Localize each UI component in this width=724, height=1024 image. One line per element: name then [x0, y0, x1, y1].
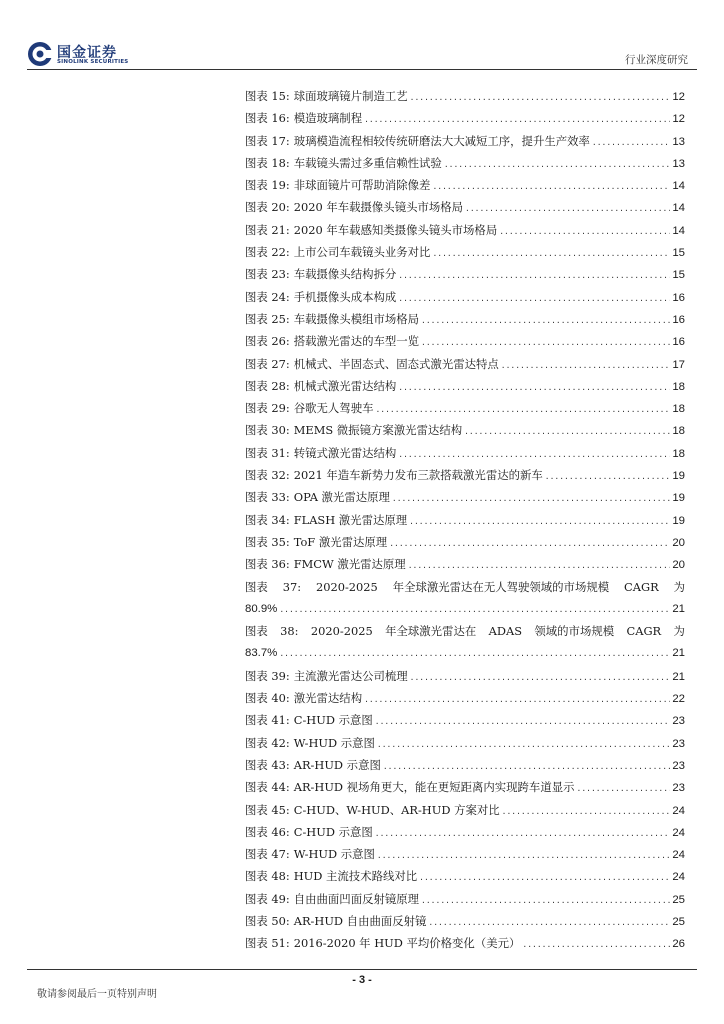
toc-entry-page: 13: [672, 135, 685, 148]
toc-entry-page: 15: [672, 247, 685, 260]
toc-entry-label: 图表 23:: [245, 267, 290, 282]
toc-entry-leader: [428, 912, 670, 934]
toc-entry-page: 23: [672, 782, 685, 795]
toc-entry-title: 2020 年车载摄像头镜头市场格局: [293, 200, 464, 215]
toc-entry[interactable]: [245, 219, 685, 241]
toc-entry-title: 谷歌无人驾驶车: [293, 401, 374, 416]
toc-entry[interactable]: [245, 397, 685, 419]
toc-entry-title: 机械式、半固态式、固态式激光雷达特点: [293, 356, 499, 371]
toc-entry-page: 26: [672, 938, 685, 951]
toc-entry-leader: [364, 689, 670, 711]
toc-entry[interactable]: [245, 865, 685, 887]
toc-entry-page: 21: [672, 602, 685, 615]
toc-entry-label: 图表 25:: [245, 311, 290, 326]
toc-entry[interactable]: [245, 308, 685, 330]
toc-entry-label: 图表 45:: [245, 802, 290, 817]
toc-entry-word: 年全球激光雷达在无人驾驶领域的市场规模: [392, 579, 610, 594]
toc-entry-title: 非球面镜片可帮助消除像差: [293, 178, 431, 193]
toc-entry[interactable]: [245, 509, 685, 531]
toc-entry-title: FMCW 激光雷达原理: [293, 557, 406, 572]
toc-entry-title: 机械式激光雷达结构: [293, 378, 397, 393]
toc-entry-leader: [398, 265, 670, 287]
toc-entry-title: 激光雷达结构: [293, 691, 363, 706]
toc-entry-label: 图表 30:: [245, 423, 290, 438]
toc-entry-title: 模造玻璃制程: [293, 111, 363, 126]
toc-entry-label: 图表 51:: [245, 936, 290, 951]
header-divider: [27, 69, 697, 70]
toc-entry-page: 20: [672, 559, 685, 572]
toc-entry[interactable]: [245, 286, 685, 308]
toc-entry[interactable]: [245, 174, 685, 196]
toc-entry-word: 2020-2025: [315, 579, 378, 594]
toc-entry-title: 转镜式激光雷达结构: [293, 445, 397, 460]
toc-entry-title: 玻璃模造流程相较传统研磨法大大减短工序，提升生产效率: [293, 133, 590, 148]
toc-entry-page: 18: [672, 403, 685, 416]
toc-entry-page: 19: [672, 492, 685, 505]
toc-entry-page: 20: [672, 536, 685, 549]
toc-entry-label: 图表 49:: [245, 891, 290, 906]
toc-entry[interactable]: [245, 776, 685, 798]
toc-entry-title: 2020 年车载感知类摄像头镜头市场格局: [293, 222, 498, 237]
toc-entry-page: 21: [672, 647, 685, 660]
toc-entry[interactable]: [245, 241, 685, 263]
toc-entry-title-line2: 83.7%: [245, 647, 278, 660]
toc-entry-wrapped[interactable]: [245, 620, 685, 642]
toc-entry-leader: [398, 377, 670, 399]
toc-entry-leader: [409, 511, 670, 533]
toc-entry-page: 24: [672, 871, 685, 884]
toc-entry[interactable]: [245, 375, 685, 397]
toc-entry-page: 19: [672, 514, 685, 527]
toc-entry[interactable]: [245, 196, 685, 218]
toc-entry-leader: [279, 643, 670, 665]
toc-entry-page: 18: [672, 380, 685, 393]
toc-entry-label: 图表 36:: [245, 557, 290, 572]
toc-entry-leader: [421, 310, 670, 332]
toc-entry[interactable]: [245, 464, 685, 486]
company-logo: [27, 41, 137, 69]
toc-entry-title-line2: 80.9%: [245, 602, 278, 615]
toc-entry-leader: [398, 288, 670, 310]
toc-entry-page: 17: [672, 358, 685, 371]
toc-entry-title: 车载摄像头模组市场格局: [293, 311, 420, 326]
toc-entry-leader: [432, 243, 670, 265]
toc-entry-title: 2016-2020 年 HUD 平均价格变化（美元）: [293, 936, 521, 951]
toc-entry[interactable]: [245, 419, 685, 441]
footer-divider: [27, 969, 697, 970]
toc-entry-word: 年全球激光雷达在: [385, 624, 477, 639]
toc-entry[interactable]: [245, 665, 685, 687]
toc-entry-leader: [465, 198, 670, 220]
toc-entry[interactable]: [245, 932, 685, 954]
toc-entry-title: 2021 年造车新势力发布三款搭载激光雷达的新车: [293, 468, 543, 483]
toc-entry-label: 图表 19:: [245, 178, 290, 193]
toc-entry-leader: [592, 132, 670, 154]
toc-entry[interactable]: [245, 85, 685, 107]
toc-entry-page: 16: [672, 313, 685, 326]
toc-entry-label: 图表 29:: [245, 401, 290, 416]
toc-entry-word: 38:: [280, 624, 299, 639]
toc-entry-title: 球面玻璃镜片制造工艺: [293, 89, 408, 103]
toc-entry-label: 图表 32:: [245, 468, 290, 483]
toc-entry-title: C-HUD 示意图: [293, 713, 373, 728]
toc-entry-label: 图表 28:: [245, 378, 290, 393]
toc-entry-title-line1: [245, 576, 685, 598]
toc-entry-leader: [577, 778, 671, 800]
toc-entry[interactable]: [245, 330, 685, 352]
toc-entry[interactable]: [245, 130, 685, 152]
toc-entry-title: MEMS 微振镜方案激光雷达结构: [293, 423, 463, 438]
sinolink-logo-icon: [27, 41, 53, 67]
toc-entry[interactable]: [245, 687, 685, 709]
toc-entry-leader: [432, 176, 670, 198]
toc-entry-title-line1: [245, 620, 685, 642]
toc-entry-label: 图表 39:: [245, 668, 290, 683]
toc-entry-leader: [408, 555, 671, 577]
toc-entry-page: 14: [672, 202, 685, 215]
toc-entry-label: 图表 20:: [245, 200, 290, 215]
toc-entry-leader: [377, 845, 670, 867]
toc-entry-title: W-HUD 示意图: [293, 847, 375, 862]
toc-entry[interactable]: [245, 754, 685, 776]
toc-entry-label: 图表 24:: [245, 289, 290, 304]
report-type-label: 行业深度研究: [625, 54, 688, 66]
toc-entry-title: AR-HUD 示意图: [293, 757, 381, 772]
toc-entry-leader: [502, 801, 671, 823]
toc-entry-leader: [419, 867, 670, 889]
toc-entry-word: CAGR: [626, 624, 662, 639]
logo-english-name: SINOLINK SECURITIES: [57, 59, 129, 65]
toc-entry-page: 23: [672, 737, 685, 750]
toc-entry[interactable]: [245, 799, 685, 821]
toc-entry-label: 图表 17:: [245, 133, 290, 148]
toc-entry-word: 为: [673, 624, 685, 639]
toc-entry-title: FLASH 激光雷达原理: [293, 512, 408, 527]
toc-entry-page: 23: [672, 759, 685, 772]
toc-entry-wrapped[interactable]: [245, 576, 685, 598]
toc-entry-page: 14: [672, 180, 685, 193]
toc-entry-page: 21: [672, 670, 685, 683]
toc-entry[interactable]: [245, 107, 685, 129]
toc-entry-leader: [522, 934, 670, 956]
toc-entry-leader: [398, 444, 670, 466]
toc-entry-page: 25: [672, 915, 685, 928]
toc-entry-leader: [421, 890, 670, 912]
toc-entry[interactable]: [245, 732, 685, 754]
toc-entry-page: 25: [672, 893, 685, 906]
toc-entry-title: 手机摄像头成本构成: [293, 289, 397, 304]
toc-entry-page: 22: [672, 693, 685, 706]
toc-entry-leader: [392, 488, 670, 510]
toc-entry-title: 车载镜头需过多重信赖性试验: [293, 155, 442, 170]
toc-entry-leader: [375, 823, 671, 845]
page-number: - 3 -: [352, 974, 372, 986]
toc-entry-leader: [499, 221, 670, 243]
logo-chinese-name: 国金证券: [57, 45, 117, 61]
toc-entry-wrapped-line2[interactable]: [245, 642, 685, 664]
toc-entry-word: CAGR: [624, 579, 659, 594]
toc-entry-label: 图表 15:: [245, 89, 290, 103]
toc-entry-word: 2020-2025: [310, 624, 373, 639]
toc-entry-page: 18: [672, 425, 685, 438]
toc-entry-title: ToF 激光雷达原理: [293, 534, 388, 549]
toc-entry-title: AR-HUD 自由曲面反射镜: [293, 913, 427, 928]
toc-entry-page: 24: [672, 849, 685, 862]
toc-entry[interactable]: [245, 486, 685, 508]
toc-entry[interactable]: [245, 553, 685, 575]
toc-entry[interactable]: [245, 152, 685, 174]
toc-entry-page: 12: [672, 91, 685, 103]
toc-entry-leader: [375, 399, 670, 421]
toc-entry-page: 24: [672, 826, 685, 839]
toc-entry-title: C-HUD、W-HUD、AR-HUD 方案对比: [293, 802, 500, 817]
toc-entry-leader: [421, 332, 670, 354]
table-of-figures: [245, 85, 685, 955]
toc-entry-title: HUD 主流技术路线对比: [293, 869, 418, 884]
toc-entry-word: 37:: [282, 579, 302, 594]
toc-entry-label: 图表 16:: [245, 111, 290, 126]
toc-entry-page: 14: [672, 224, 685, 237]
toc-entry-label: 图表 18:: [245, 155, 290, 170]
toc-entry-label: 图表 50:: [245, 913, 290, 928]
toc-entry-label: 图表 31:: [245, 445, 290, 460]
toc-entry-label: 图表 46:: [245, 824, 290, 839]
toc-entry-leader: [279, 599, 670, 621]
toc-entry[interactable]: [245, 442, 685, 464]
toc-entry-label: 图表 43:: [245, 757, 290, 772]
toc-entry-title: W-HUD 示意图: [293, 735, 375, 750]
toc-entry-page: 16: [672, 336, 685, 349]
toc-entry-page: 12: [672, 113, 685, 126]
toc-entry-word: ADAS: [488, 624, 522, 639]
toc-entry-label: 图表 48:: [245, 869, 290, 884]
toc-entry[interactable]: [245, 263, 685, 285]
toc-entry-label: 图表 26:: [245, 334, 290, 349]
toc-entry-label: 图表 42:: [245, 735, 290, 750]
toc-entry-leader: [410, 667, 671, 689]
toc-entry-leader: [444, 154, 671, 176]
toc-entry[interactable]: [245, 888, 685, 910]
toc-entry[interactable]: [245, 821, 685, 843]
toc-entry-label: 图表 40:: [245, 691, 290, 706]
toc-entry-leader: [383, 756, 670, 778]
toc-entry-label: 图表 33:: [245, 490, 290, 505]
toc-entry[interactable]: [245, 709, 685, 731]
toc-entry-word: 为: [673, 579, 685, 594]
toc-entry-label: 图表 47:: [245, 847, 290, 862]
toc-entry-word: 领域的市场规模: [534, 624, 615, 639]
toc-entry-label: 图表 44:: [245, 780, 290, 795]
toc-entry-leader: [410, 87, 671, 109]
toc-entry-title: C-HUD 示意图: [293, 824, 373, 839]
toc-entry[interactable]: [245, 353, 685, 375]
toc-entry-leader: [377, 734, 670, 756]
toc-entry-wrapped-line2[interactable]: [245, 598, 685, 620]
toc-entry-page: 16: [672, 291, 685, 304]
toc-entry-leader: [364, 109, 670, 131]
toc-entry-leader: [389, 533, 670, 555]
toc-entry-title: 自由曲面凹面反射镜原理: [293, 891, 420, 906]
toc-entry-label: 图表 21:: [245, 222, 290, 237]
toc-entry-leader: [464, 421, 670, 443]
toc-entry-label: 图表 35:: [245, 534, 290, 549]
toc-entry-title: 车载摄像头结构拆分: [293, 267, 397, 282]
toc-entry[interactable]: [245, 531, 685, 553]
toc-entry-title: 主流激光雷达公司梳理: [293, 668, 408, 683]
toc-entry-label: 图表 41:: [245, 713, 290, 728]
toc-entry-page: 24: [672, 804, 685, 817]
toc-entry-word: 图表: [245, 624, 268, 639]
toc-entry-label: 图表 27:: [245, 356, 290, 371]
toc-entry-title: 搭载激光雷达的车型一览: [293, 334, 420, 349]
toc-entry-label: 图表 34:: [245, 512, 290, 527]
toc-entry[interactable]: [245, 910, 685, 932]
toc-entry-leader: [545, 466, 671, 488]
toc-entry-leader: [501, 355, 671, 377]
disclaimer-text: 敬请参阅最后一页特别声明: [37, 989, 157, 1000]
toc-entry-page: 15: [672, 269, 685, 282]
toc-entry-page: 19: [672, 470, 685, 483]
toc-entry-label: 图表 22:: [245, 245, 290, 260]
toc-entry-word: 图表: [245, 579, 268, 594]
toc-entry-page: 23: [672, 715, 685, 728]
toc-entry-page: 18: [672, 447, 685, 460]
toc-entry-page: 13: [672, 157, 685, 170]
toc-entry-title: AR-HUD 视场角更大，能在更短距离内实现跨车道显示: [293, 780, 575, 795]
toc-entry-leader: [375, 711, 671, 733]
toc-entry-title: 上市公司车载镜头业务对比: [293, 245, 431, 260]
toc-entry-title: OPA 激光雷达原理: [293, 490, 390, 505]
toc-entry[interactable]: [245, 843, 685, 865]
